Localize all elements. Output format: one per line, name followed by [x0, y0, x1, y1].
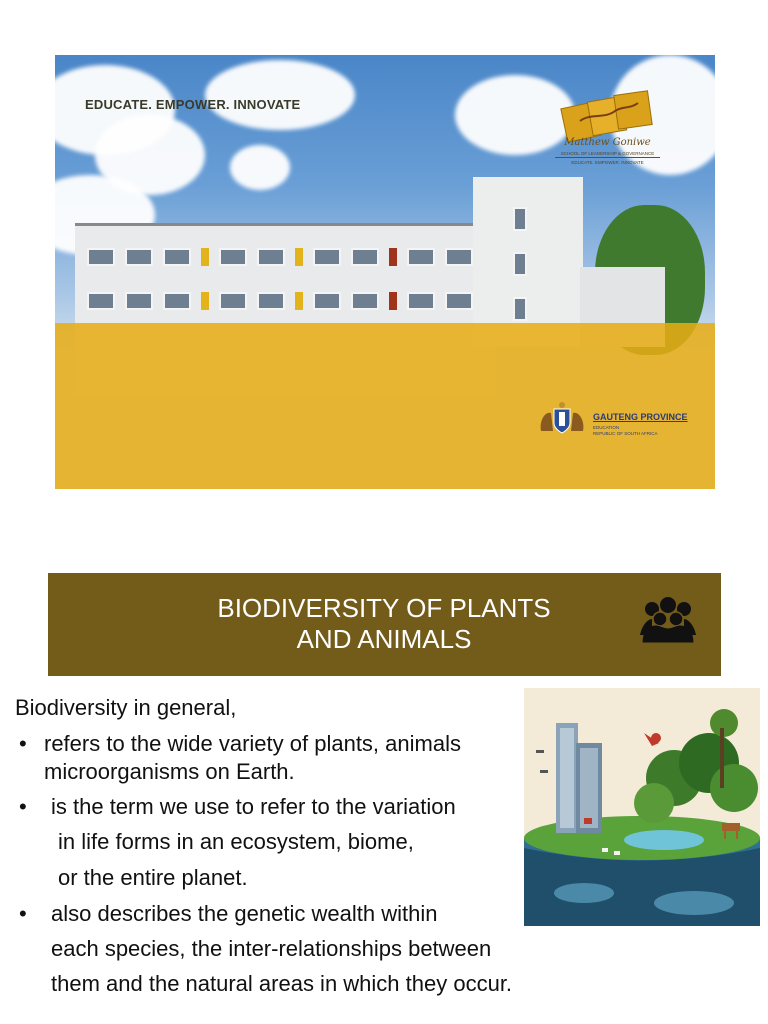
cloud	[230, 145, 290, 190]
logo-motto: EDUCATE. EMPOWER. INNOVATE	[571, 160, 644, 165]
province-dept: EDUCATION	[593, 425, 620, 430]
cloud	[205, 60, 355, 130]
bullet-glyph: •	[19, 731, 27, 756]
logo-subtitle: SCHOOL OF LEADERSHIP & GOVERNANCE	[555, 151, 660, 158]
bullet-1-line-1: refers to the wide variety of plants, animals	[44, 731, 461, 756]
cover-banner	[55, 55, 715, 489]
bullet-glyph: •	[19, 794, 27, 819]
school-tower	[473, 177, 583, 347]
bullet-3-line-3: them and the natural areas in which they occur.	[51, 971, 513, 996]
intro-text: Biodiversity in general,	[15, 695, 237, 720]
bullet-glyph: •	[19, 901, 27, 926]
bullet-1-line-2: microorganisms on Earth.	[44, 759, 295, 784]
earth-biodiversity-illustration	[524, 688, 760, 926]
bullet-3-line-1: also describes the genetic wealth within	[51, 901, 438, 926]
people-group-icon	[638, 595, 698, 647]
gauteng-crest-icon	[537, 401, 587, 435]
province-country: REPUBLIC OF SOUTH AFRICA	[593, 431, 658, 436]
bullet-2-line-3: or the entire planet.	[58, 865, 248, 890]
slide-title-line-1: BIODIVERSITY OF PLANTS	[217, 593, 551, 623]
earth-illustration-icon	[524, 688, 760, 926]
slide-title-line-2: AND ANIMALS	[296, 624, 472, 654]
bullet-2-line-1: is the term we use to refer to the variation	[51, 794, 456, 819]
bullet-3-line-2: each species, the inter-relationships between	[51, 936, 492, 961]
yellow-overlay	[55, 323, 715, 489]
slide-title-bar	[48, 573, 721, 676]
bullet-2-line-2: in life forms in an ecosystem, biome,	[58, 829, 414, 854]
province-title: GAUTENG PROVINCE	[593, 412, 688, 422]
tagline: EDUCATE. EMPOWER. INNOVATE	[85, 97, 301, 112]
logo-name: Matthew Goniwe	[564, 137, 651, 148]
slide-title	[148, 593, 620, 655]
